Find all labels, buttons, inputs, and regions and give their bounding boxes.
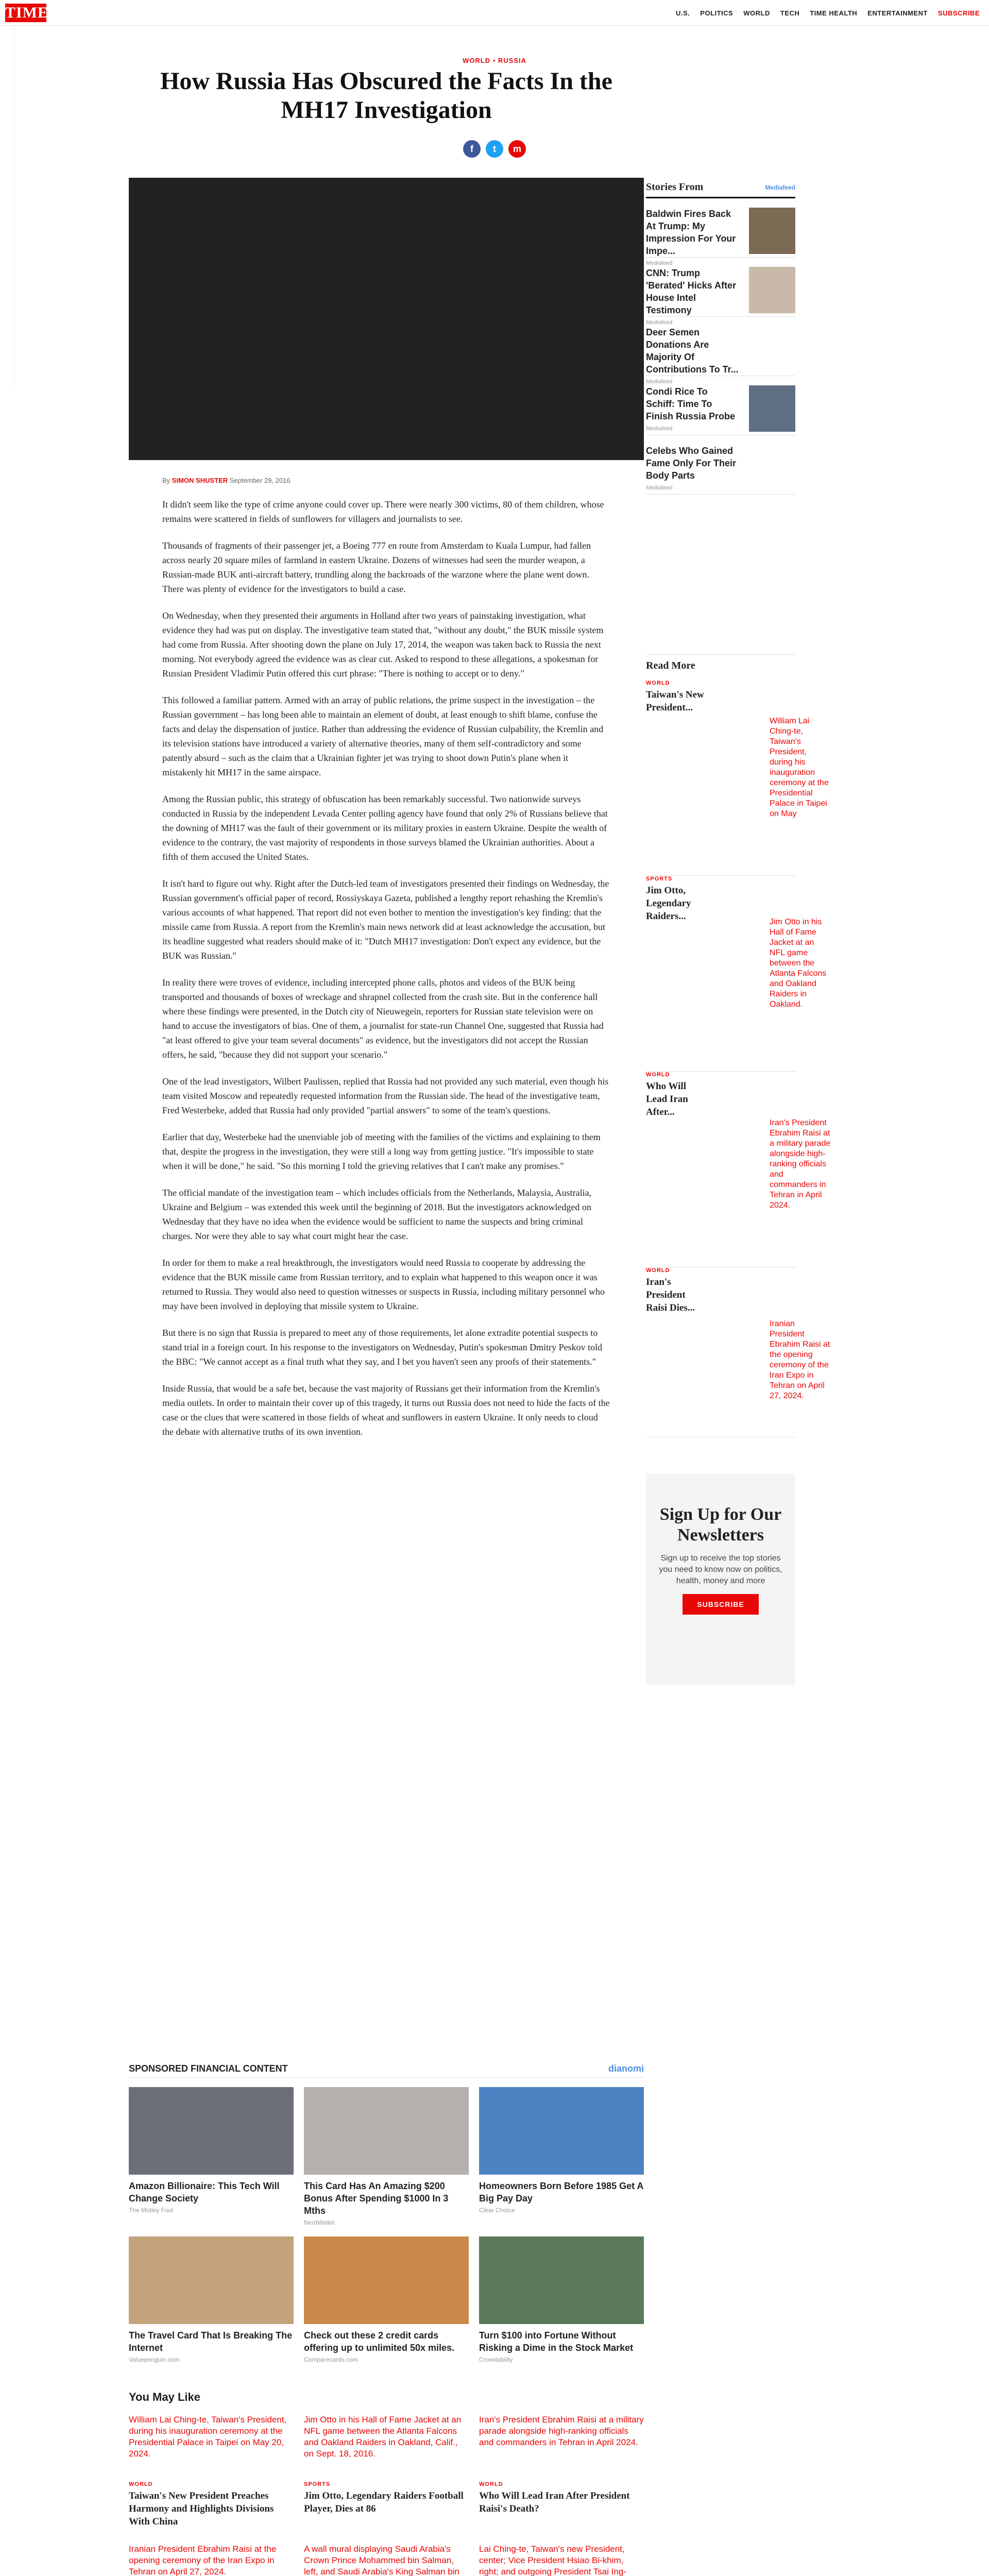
you-may-like-image-alt[interactable]: Jim Otto in his Hall of Fame Jacket at an NFL game between the Atlanta Falcons and Oakland Raiders in Oakland, Calif., on Sept. 18, 2016.	[304, 2415, 462, 2459]
sponsored-card[interactable]	[479, 2236, 644, 2363]
article-kicker[interactable]: WORLD • RUSSIA	[463, 57, 526, 64]
you-may-like-title: You May Like	[129, 2391, 200, 2403]
nav-tech[interactable]: TECH	[780, 9, 800, 17]
sponsored-image[interactable]	[479, 2236, 644, 2324]
you-may-like-headline[interactable]: Who Will Lead Iran After President Raisi's Death?	[479, 2490, 630, 2514]
you-may-like-category[interactable]: WORLD	[479, 2481, 503, 2487]
sponsored-source: NerdWallet	[304, 2219, 334, 2226]
stories-title: Stories From	[646, 181, 704, 193]
main-nav	[676, 9, 980, 17]
you-may-like-item[interactable]	[304, 2414, 469, 2528]
you-may-like-item[interactable]	[129, 2544, 294, 2576]
story-thumbnail[interactable]	[749, 208, 795, 254]
mediafeed-logo: Mediafeed	[765, 183, 795, 191]
nav-politics[interactable]: POLITICS	[700, 9, 734, 17]
story-title[interactable]: Deer Semen Donations Are Majority Of Contributions To Tr...	[646, 327, 739, 375]
sponsored-source: The Motley Fool	[129, 2207, 174, 2214]
you-may-like-item[interactable]	[479, 2414, 644, 2528]
sponsored-headline[interactable]: Homeowners Born Before 1985 Get A Big Pay Day	[479, 2181, 643, 2204]
sponsored-card[interactable]	[129, 2236, 294, 2363]
story-thumbnail[interactable]	[749, 445, 795, 491]
author-link[interactable]: SIMON SHUSTER	[172, 477, 228, 484]
sponsored-headline[interactable]: The Travel Card That Is Breaking The Internet	[129, 2330, 293, 2353]
byline-prefix: By	[162, 477, 170, 484]
story-source: Mediafeed	[646, 260, 673, 266]
read-more-image-alt[interactable]: Iran's President Ebrahim Raisi at a military parade alongside high-ranking officials and commanders in Tehran in April 2024.	[770, 1118, 831, 1210]
read-more-image-alt[interactable]: Iranian President Ebrahim Raisi at the opening ceremony of the Iran Expo in Tehran on April 27, 2024.	[770, 1319, 830, 1400]
sponsored-source: Clear Choice	[479, 2207, 515, 2214]
story-source: Mediafeed	[646, 379, 673, 385]
share-buttons	[0, 140, 989, 158]
you-may-like-image-alt[interactable]: Iran's President Ebrahim Raisi at a military parade alongside high-ranking officials and commanders in Tehran in April 2024.	[479, 2415, 644, 2447]
story-source: Mediafeed	[646, 485, 673, 491]
story-source: Mediafeed	[646, 319, 673, 326]
newsletter-subscribe-button[interactable]: SUBSCRIBE	[683, 1594, 758, 1615]
newsletter-signup-box	[646, 1473, 795, 1685]
you-may-like-category[interactable]: WORLD	[129, 2481, 153, 2487]
you-may-like-row	[129, 2544, 644, 2576]
you-may-like-image-alt[interactable]: Iranian President Ebrahim Raisi at the opening ceremony of the Iran Expo in Tehran on April 27, 2024.	[129, 2544, 277, 2576]
story-item[interactable]	[646, 258, 795, 326]
read-more-headline[interactable]: Who Will Lead Iran After...	[646, 1081, 688, 1117]
article-paragraph: The official mandate of the investigation team – which includes officials from the Netherlands, Malaysia, Australia, Ukraine and Belgium – was extended this week until the beginning of 2018. But the investigators acknowledged on Wednesday that they have no idea when the evidence would be sufficient to name the suspects and bring criminal charges. Nor were they able to say what court might hear the case.	[162, 1188, 592, 1241]
you-may-like-image-alt[interactable]: Lai Ching-te, Taiwan's new President, center; Vice President Hsiao Bi-khim, right; and outgoing President Tsai Ing-	[479, 2544, 627, 2576]
sponsored-source: Crowdability	[479, 2356, 513, 2363]
you-may-like-image-alt[interactable]: William Lai Ching-te, Taiwan's President, during his inauguration ceremony at the Presidential Palace in Taipei on May 20, 2024.	[129, 2415, 287, 2459]
story-thumbnail[interactable]	[749, 385, 795, 432]
you-may-like-row	[129, 2414, 644, 2528]
sponsored-source: Valuepenguin.com	[129, 2356, 180, 2363]
newsletter-title: Sign Up for Our Newsletters	[659, 1505, 782, 1545]
sponsored-headline[interactable]: Check out these 2 credit cards offering up to unlimited 50x miles.	[304, 2330, 455, 2353]
read-more-headline[interactable]: Taiwan's New President...	[646, 689, 704, 713]
email-share-icon[interactable]: m	[508, 140, 526, 158]
article-body	[162, 497, 610, 1451]
sponsored-header	[129, 2063, 644, 2078]
video-player[interactable]	[129, 178, 644, 460]
read-more-category[interactable]: WORLD	[646, 1072, 670, 1078]
story-source: Mediafeed	[646, 426, 673, 432]
article-paragraph: In reality there were troves of evidence, including intercepted phone calls, photos and videos of the BUK being transported and thousands of boxes of wreckage and shrapnel collected from the crash site. But in the conference hall where these findings were presented, in the Dutch city of Nieuwegein, reporters for Russian state television were on hand to accuse the investigators of bias. One of them, a journalist for state-run Channel One, suggested that Russia had "at least offered to give your team several documents" as evidence, but the investigators did not accept the Russian offers, he said, "because they did not support your scenario."	[162, 977, 604, 1060]
you-may-like-image-alt[interactable]: A wall mural displaying Saudi Arabia's Crown Prince Mohammed bin Salman, left, and Saudi Arabia's King Salman bin	[304, 2544, 459, 2576]
read-more-category[interactable]: WORLD	[646, 1267, 670, 1274]
read-more-headline[interactable]: Jim Otto, Legendary Raiders...	[646, 885, 691, 922]
you-may-like-headline[interactable]: Taiwan's New President Preaches Harmony and Highlights Divisions With China	[129, 2490, 274, 2527]
article-paragraph: It isn't hard to figure out why. Right after the Dutch-led team of investigators presented their findings on Wednesday, the Russian government's official paper of record, Rossiyskaya Gazeta, published a lengthy report rehashing the Kremlin's various accounts of what happened. That report did not even bother to mention the investigation's key finding: that the missile came from Russia. A report from the Kremlin's main news network did at least acknowledge the accusation, but its headline suggested what readers should make of it: "Dutch MH17 investigation: Don't expect any evidence, but the BUK was Russian."	[162, 878, 609, 961]
sponsored-image[interactable]	[304, 2236, 469, 2324]
article-paragraph: Earlier that day, Westerbeke had the unenviable job of meeting with the families of the victims and explaining to them that, despite the progress in the investigation, they were still a long way from getting justice. "It's impossible to state when it will be done," he said. "So this morning I told the grieving relatives that I can't make any promises."	[162, 1132, 601, 1171]
you-may-like	[129, 2391, 644, 2576]
byline	[162, 477, 291, 484]
read-more-category[interactable]: WORLD	[646, 680, 670, 686]
stories-from-widget	[646, 178, 795, 495]
sponsored-source: Comparecards.com	[304, 2356, 358, 2363]
nav-world[interactable]: WORLD	[743, 9, 770, 17]
sponsored-card[interactable]	[129, 2087, 294, 2226]
story-thumbnail[interactable]	[749, 326, 795, 372]
article-paragraph: Among the Russian public, this strategy of obfuscation has been remarkably successful. Two nationwide surveys conducted in Russia by the independent Levada Center polling agency have found that only 2% of Russians believe that the downing of MH17 was the fault of their government or its military proxies in eastern Ukraine. Despite the wealth of evidence to the contrary, the vast majority of respondents in those surveys blamed the Ukrainian authorities. About a fifth of them accused the United States.	[162, 794, 608, 862]
article-paragraph: One of the lead investigators, Wilbert Paulissen, replied that Russia had not provided any such material, even though his team visited Moscow and repeatedly requested information from the Russian side. The head of the investigative team, Fred Westerbeke, added that Russia had only provided "partial answers" to some of the team's questions.	[162, 1076, 609, 1115]
sponsored-headline[interactable]: Turn $100 into Fortune Without Risking a Dime in the Stock Market	[479, 2330, 634, 2353]
read-more-category[interactable]: SPORTS	[646, 876, 673, 882]
article-paragraph: On Wednesday, when they presented their arguments in Holland after two years of painstaking investigation, what evidence they had was put on display. The investigative team stated that, "without any doubt," the BUK missile system had come from Russia. After shooting down the plane on July 17, 2014, the weapon was taken back to Russia the next morning. Not everybody agreed the evidence was as clear cut. Asked to respond to these allegations, a spokesman for Russian President Vladimir Putin offered this curt phrase: "There is nothing to accept or to deny."	[162, 611, 604, 679]
sponsored-image[interactable]	[129, 2236, 294, 2324]
story-item[interactable]	[646, 435, 795, 495]
sponsored-card[interactable]	[304, 2236, 469, 2363]
article-paragraph: In order for them to make a real breakthrough, the investigators would need Russia to cooperate by addressing the evidence that the BUK missile came from Russian territory, and to explain what happened to this weapon once it was returned to Russia. They would also need to question witnesses or suspects in Russia, including military personnel who may have been involved in deploying that missile system to Ukraine.	[162, 1258, 605, 1311]
sponsored-image[interactable]	[479, 2087, 644, 2175]
nav-health[interactable]: TIME HEALTH	[810, 9, 858, 17]
read-more-title: Read More	[646, 654, 795, 672]
you-may-like-item[interactable]	[479, 2544, 644, 2576]
article-paragraph: Thousands of fragments of their passenger jet, a Boeing 777 en route from Amsterdam to Kuala Lumpur, had fallen across nearly 20 square miles of farmland in eastern Ukraine. Dozens of witnesses had seen the murder weapon, a Russian-made BUK anti-aircraft battery, trundling along the backroads of the warzone where the plane went down. There was plenty of evidence for the investigators to build a case.	[162, 540, 591, 594]
sponsored-image[interactable]	[129, 2087, 294, 2175]
article-paragraph: This followed a familiar pattern. Armed with an array of public relations, the prime suspect in the investigation – the Russian government – has long been able to maintain an element of doubt, at least enough to shift blame, confuse the facts and delay the dispensation of justice. Rather than addressing the evidence of Russian culpability, the Kremlin and its television stations have introduced a variety of alternative theories, many of them self-contradictory and some patently absurd – such as the claim that a Ukrainian fighter jet was trying to shoot down Putin's plane when it mistakenly hit MH17 in the same airspace.	[162, 695, 604, 777]
story-item[interactable]	[646, 317, 795, 385]
sponsored-image[interactable]	[304, 2087, 469, 2175]
you-may-like-item[interactable]	[129, 2414, 294, 2528]
sponsored-headline[interactable]: This Card Has An Amazing $200 Bonus After Spending $1000 In 3 Mths	[304, 2181, 449, 2216]
sponsored-card[interactable]	[479, 2087, 644, 2226]
side-rail	[0, 26, 14, 386]
you-may-like-item[interactable]	[304, 2544, 469, 2576]
article-paragraph: Inside Russia, that would be a safe bet, because the vast majority of Russians get their information from the Kremlin's media outlets. In order to maintain their cover up of this tragedy, it turns out Russia does not need to hide the facts of the case or the clues that were scattered in those fields of wheat and sunflowers in eastern Ukraine. It only needs to cloud the debate with alternative truths of its own invention.	[162, 1383, 610, 1437]
sponsored-title: SPONSORED FINANCIAL CONTENT	[129, 2063, 288, 2074]
article-headline: How Russia Has Obscured the Facts In the MH17 Investigation	[160, 67, 612, 124]
article-paragraph: But there is no sign that Russia is prepared to meet any of those requirements, let alone extradite potential suspects to stand trial in a foreign court. In his response to the investigators on Wednesday, Putin's spokesman Dmitry Peskov told the BBC: "We cannot accept as a final truth what they say, and I bet you haven't seen any proofs of their statements."	[162, 1328, 603, 1367]
you-may-like-headline[interactable]: Jim Otto, Legendary Raiders Football Player, Dies at 86	[304, 2490, 464, 2514]
newsletter-text: Sign up to receive the top stories you need to know now on politics, health, money and more	[659, 1554, 782, 1585]
story-item[interactable]	[646, 376, 795, 435]
story-title[interactable]: CNN: Trump 'Berated' Hicks After House Intel Testimony	[646, 268, 736, 315]
story-thumbnail[interactable]	[749, 267, 795, 313]
twitter-share-icon[interactable]: t	[486, 140, 503, 158]
story-item[interactable]	[646, 198, 795, 266]
nav-us[interactable]: U.S.	[675, 9, 690, 17]
time-logo[interactable]: TIME	[5, 4, 49, 21]
story-title[interactable]: Baldwin Fires Back At Trump: My Impression For Your Impe...	[646, 209, 736, 256]
read-more-image-alt[interactable]: William Lai Ching-te, Taiwan's President, during his inauguration ceremony at the Presidential Palace in Taipei on May	[770, 717, 829, 818]
sponsored-content	[129, 2063, 644, 2363]
sponsored-card[interactable]	[304, 2087, 469, 2226]
story-title[interactable]: Celebs Who Gained Fame Only For Their Body Parts	[646, 446, 737, 481]
stories-header	[646, 178, 795, 198]
dianomi-logo[interactable]: dianomi	[608, 2063, 644, 2074]
nav-entertainment[interactable]: ENTERTAINMENT	[867, 9, 928, 17]
top-navigation-bar	[0, 0, 989, 26]
read-more-image-alt[interactable]: Jim Otto in his Hall of Fame Jacket at an NFL game between the Atlanta Falcons and Oakland Raiders in Oakland.	[770, 918, 827, 1009]
sponsored-grid	[129, 2087, 644, 2363]
facebook-share-icon[interactable]: f	[463, 140, 481, 158]
sponsored-headline[interactable]: Amazon Billionaire: This Tech Will Change Society	[129, 2181, 280, 2204]
you-may-like-category[interactable]: SPORTS	[304, 2481, 331, 2487]
nav-subscribe[interactable]: SUBSCRIBE	[937, 9, 980, 17]
read-more-headline[interactable]: Iran's President Raisi Dies...	[646, 1277, 695, 1313]
publish-date: September 29, 2016	[229, 477, 291, 484]
story-title[interactable]: Condi Rice To Schiff: Time To Finish Russia Probe	[646, 386, 736, 421]
article-paragraph: It didn't seem like the type of crime anyone could cover up. There were nearly 300 victims, 80 of them children, whose remains were scattered in fields of sunflowers for villagers and journalists to see.	[162, 499, 604, 524]
